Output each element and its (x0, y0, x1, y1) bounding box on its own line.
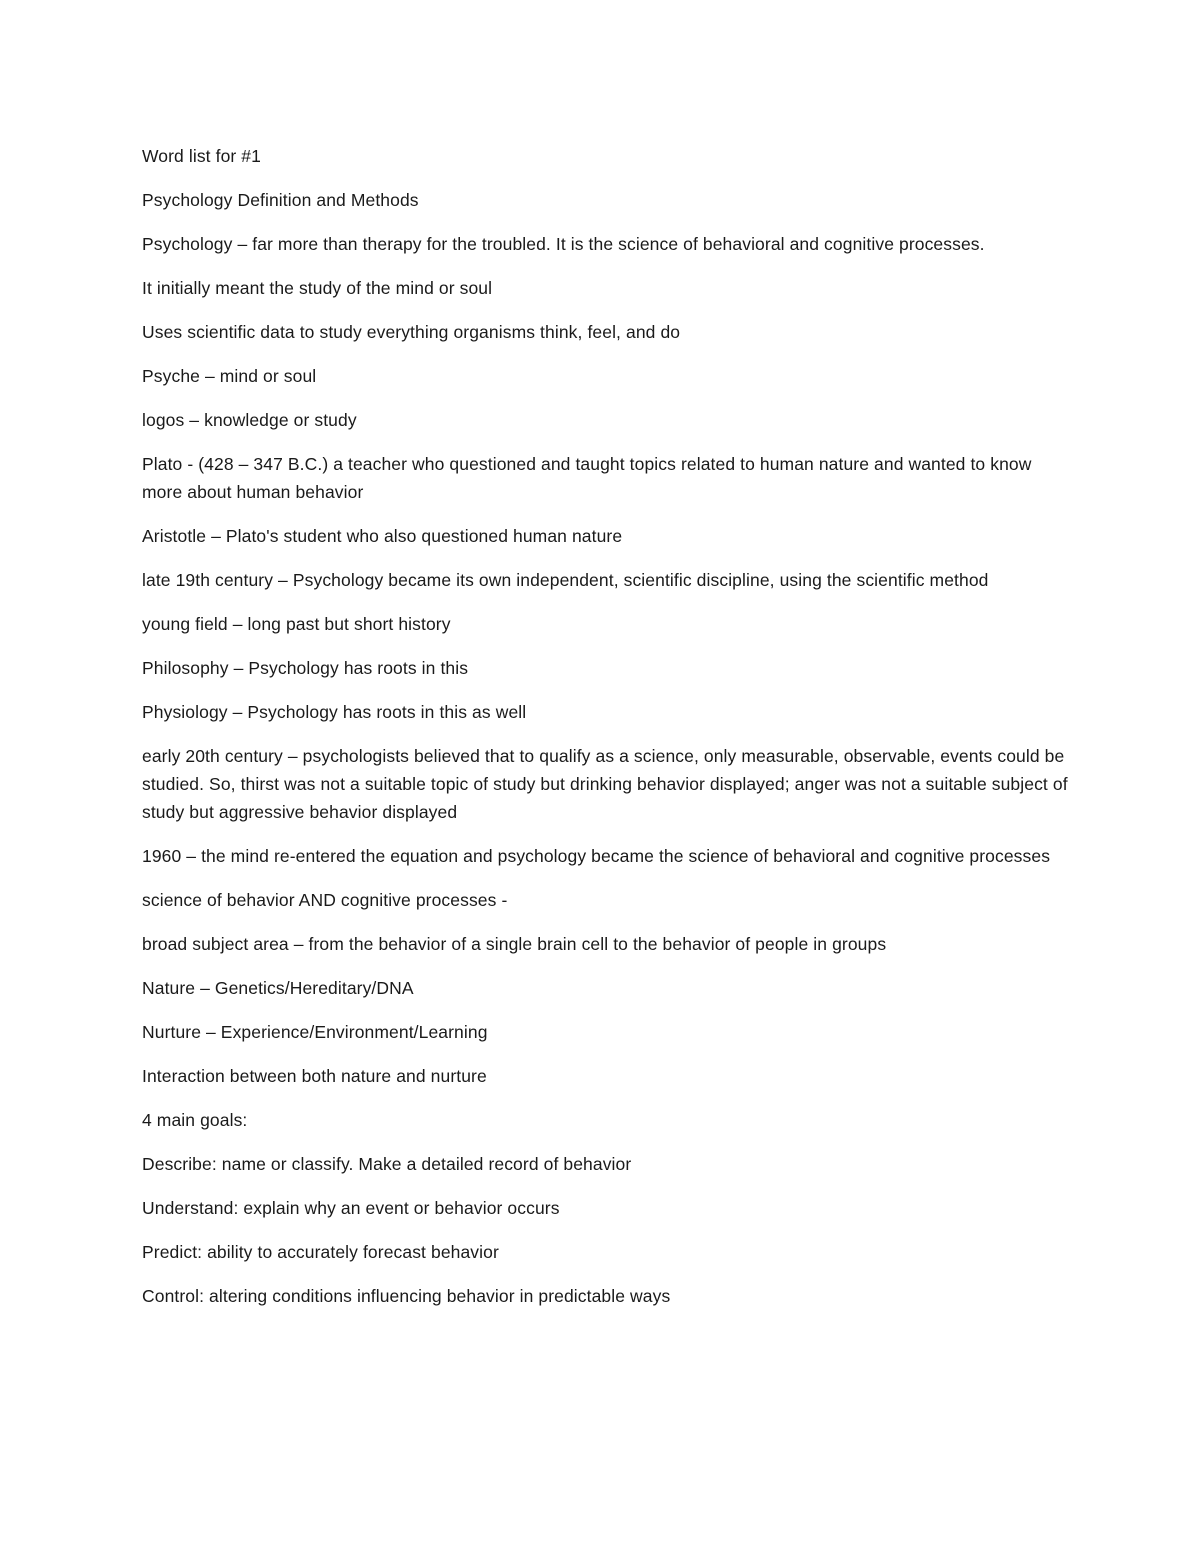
paragraph-predict: Predict: ability to accurately forecast behavior (142, 1242, 499, 1262)
paragraph-describe: Describe: name or classify. Make a detailed record of behavior (142, 1154, 632, 1174)
paragraph-logos: logos – knowledge or study (142, 410, 357, 430)
paragraph-science-of-behavior: science of behavior AND cognitive processes - (142, 890, 508, 910)
document-body (142, 142, 1072, 1326)
paragraph-understand: Understand: explain why an event or behavior occurs (142, 1198, 560, 1218)
paragraph-scientific-data: Uses scientific data to study everything organisms think, feel, and do (142, 322, 681, 342)
paragraph-philosophy: Philosophy – Psychology has roots in this (142, 658, 469, 678)
paragraph-initial-meaning: It initially meant the study of the mind or soul (142, 278, 493, 298)
paragraph-control: Control: altering conditions influencing behavior in predictable ways (142, 1286, 671, 1306)
paragraph-physiology: Physiology – Psychology has roots in this as well (142, 702, 527, 722)
section-heading: Psychology Definition and Methods (142, 190, 419, 210)
paragraph-nurture: Nurture – Experience/Environment/Learning (142, 1022, 488, 1042)
paragraph-psychology-definition: Psychology – far more than therapy for the troubled. It is the science of behavioral and cognitive processes. (142, 234, 985, 254)
paragraph-psyche: Psyche – mind or soul (142, 366, 317, 386)
paragraph-broad-subject-area: broad subject area – from the behavior of a single brain cell to the behavior of people in groups (142, 934, 887, 954)
paragraph-aristotle: Aristotle – Plato's student who also questioned human nature (142, 526, 623, 546)
document-title: Word list for #1 (142, 146, 261, 166)
paragraph-interaction: Interaction between both nature and nurture (142, 1066, 487, 1086)
paragraph-late-19th-century: late 19th century – Psychology became its own independent, scientific discipline, using the scientific method (142, 570, 989, 590)
paragraph-young-field: young field – long past but short history (142, 614, 451, 634)
paragraph-nature: Nature – Genetics/Hereditary/DNA (142, 978, 414, 998)
paragraph-1960: 1960 – the mind re-entered the equation and psychology became the science of behavioral and cognitive processes (142, 846, 1051, 866)
paragraph-early-20th-century: early 20th century – psychologists believed that to qualify as a science, only measurable, observable, events could be studied. So, thirst was not a suitable topic of study but drinking behavior displayed; anger was not a suitable subject of study but aggressive behavior displayed (142, 746, 1068, 822)
paragraph-plato: Plato - (428 – 347 B.C.) a teacher who questioned and taught topics related to human nature and wanted to know more about human behavior (142, 454, 1032, 502)
paragraph-main-goals: 4 main goals: (142, 1110, 248, 1130)
